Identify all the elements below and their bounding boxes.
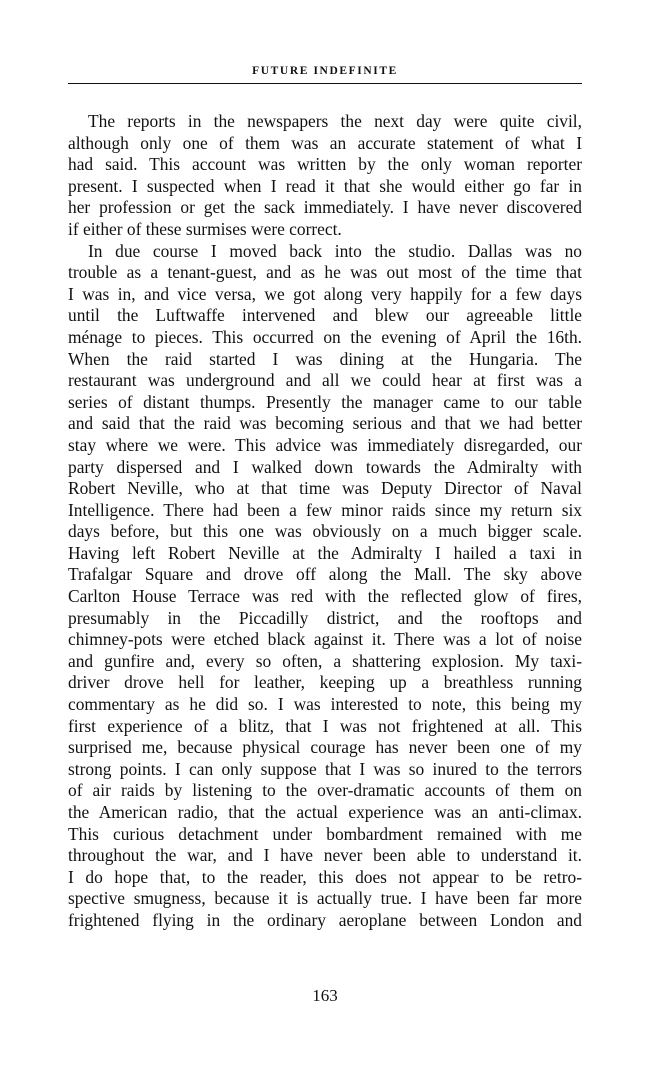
text-line: strong points. I can only suppose that I was so inured to the terrors bbox=[68, 758, 582, 779]
text-line: party dispersed and I walked down towards the Admiralty with bbox=[68, 456, 582, 477]
text-line: presumably in the Piccadilly district, and the rooftops and bbox=[68, 607, 582, 628]
text-line: although only one of them was an accurate statement of what I bbox=[68, 132, 582, 153]
text-line: present. I suspected when I read it that she would either go far in bbox=[68, 175, 582, 196]
text-line: and gunfire and, every so often, a shattering explosion. My taxi- bbox=[68, 650, 582, 671]
text-line: In due course I moved back into the studio. Dallas was no bbox=[88, 240, 582, 261]
text-line: if either of these surmises were correct. bbox=[68, 218, 342, 239]
text-line: until the Luftwaffe intervened and blew our agreeable little bbox=[68, 305, 582, 326]
text-line: stay where we were. This advice was immediately disregarded, our bbox=[68, 434, 582, 455]
text-line: frightened flying in the ordinary aeroplane between London and bbox=[68, 909, 582, 930]
text-line: Carlton House Terrace was red with the reflected glow of fires, bbox=[68, 586, 582, 607]
text-line: ménage to pieces. This occurred on the evening of April the 16th. bbox=[68, 326, 582, 347]
text-line: series of distant thumps. Presently the manager came to our table bbox=[68, 391, 582, 412]
text-line: This curious detachment under bombardment remained with me bbox=[68, 823, 582, 844]
text-line: had said. This account was written by the only woman reporter bbox=[68, 154, 582, 175]
text-line: Having left Robert Neville at the Admiralty I hailed a taxi in bbox=[68, 542, 582, 563]
text-line: trouble as a tenant-guest, and as he was out most of the time that bbox=[68, 262, 582, 283]
text-line: of air raids by listening to the over-dramatic accounts of them on bbox=[68, 780, 582, 801]
text-line: Intelligence. There had been a few minor raids since my return six bbox=[68, 499, 582, 520]
body-text bbox=[68, 111, 582, 932]
text-line: restaurant was underground and all we could hear at first was a bbox=[68, 370, 582, 391]
text-line: the American radio, that the actual experience was an anti-climax. bbox=[68, 802, 582, 822]
text-line: first experience of a blitz, that I was not frightened at all. This bbox=[68, 715, 582, 736]
header-rule bbox=[68, 83, 582, 84]
text-line: I do hope that, to the reader, this does not appear to be retro- bbox=[68, 866, 582, 887]
text-line: driver drove hell for leather, keeping up a breathless running bbox=[68, 672, 582, 693]
running-head: FUTURE INDEFINITE bbox=[252, 65, 398, 77]
text-line: When the raid started I was dining at the Hungaria. The bbox=[68, 348, 582, 369]
text-line: chimney-pots were etched black against it. There was a lot of noise bbox=[68, 629, 582, 650]
text-line: commentary as he did so. I was interested to note, this being my bbox=[68, 694, 582, 715]
text-line: I was in, and vice versa, we got along very happily for a few days bbox=[68, 283, 582, 304]
text-line: surprised me, because physical courage has never been one of my bbox=[68, 737, 582, 758]
text-line: spective smugness, because it is actually true. I have been far more bbox=[68, 888, 582, 909]
text-line: her profession or get the sack immediately. I have never discovered bbox=[68, 197, 582, 218]
text-line: Robert Neville, who at that time was Deputy Director of Naval bbox=[68, 478, 582, 499]
text-line: The reports in the newspapers the next day were quite civil, bbox=[88, 111, 582, 131]
page-number: 163 bbox=[312, 986, 338, 1005]
text-line: Trafalgar Square and drove off along the Mall. The sky above bbox=[68, 564, 582, 585]
text-line: and said that the raid was becoming serious and that we had better bbox=[68, 413, 582, 434]
text-line: throughout the war, and I have never been able to understand it. bbox=[68, 845, 582, 866]
text-line: days before, but this one was obviously on a much bigger scale. bbox=[68, 521, 582, 542]
